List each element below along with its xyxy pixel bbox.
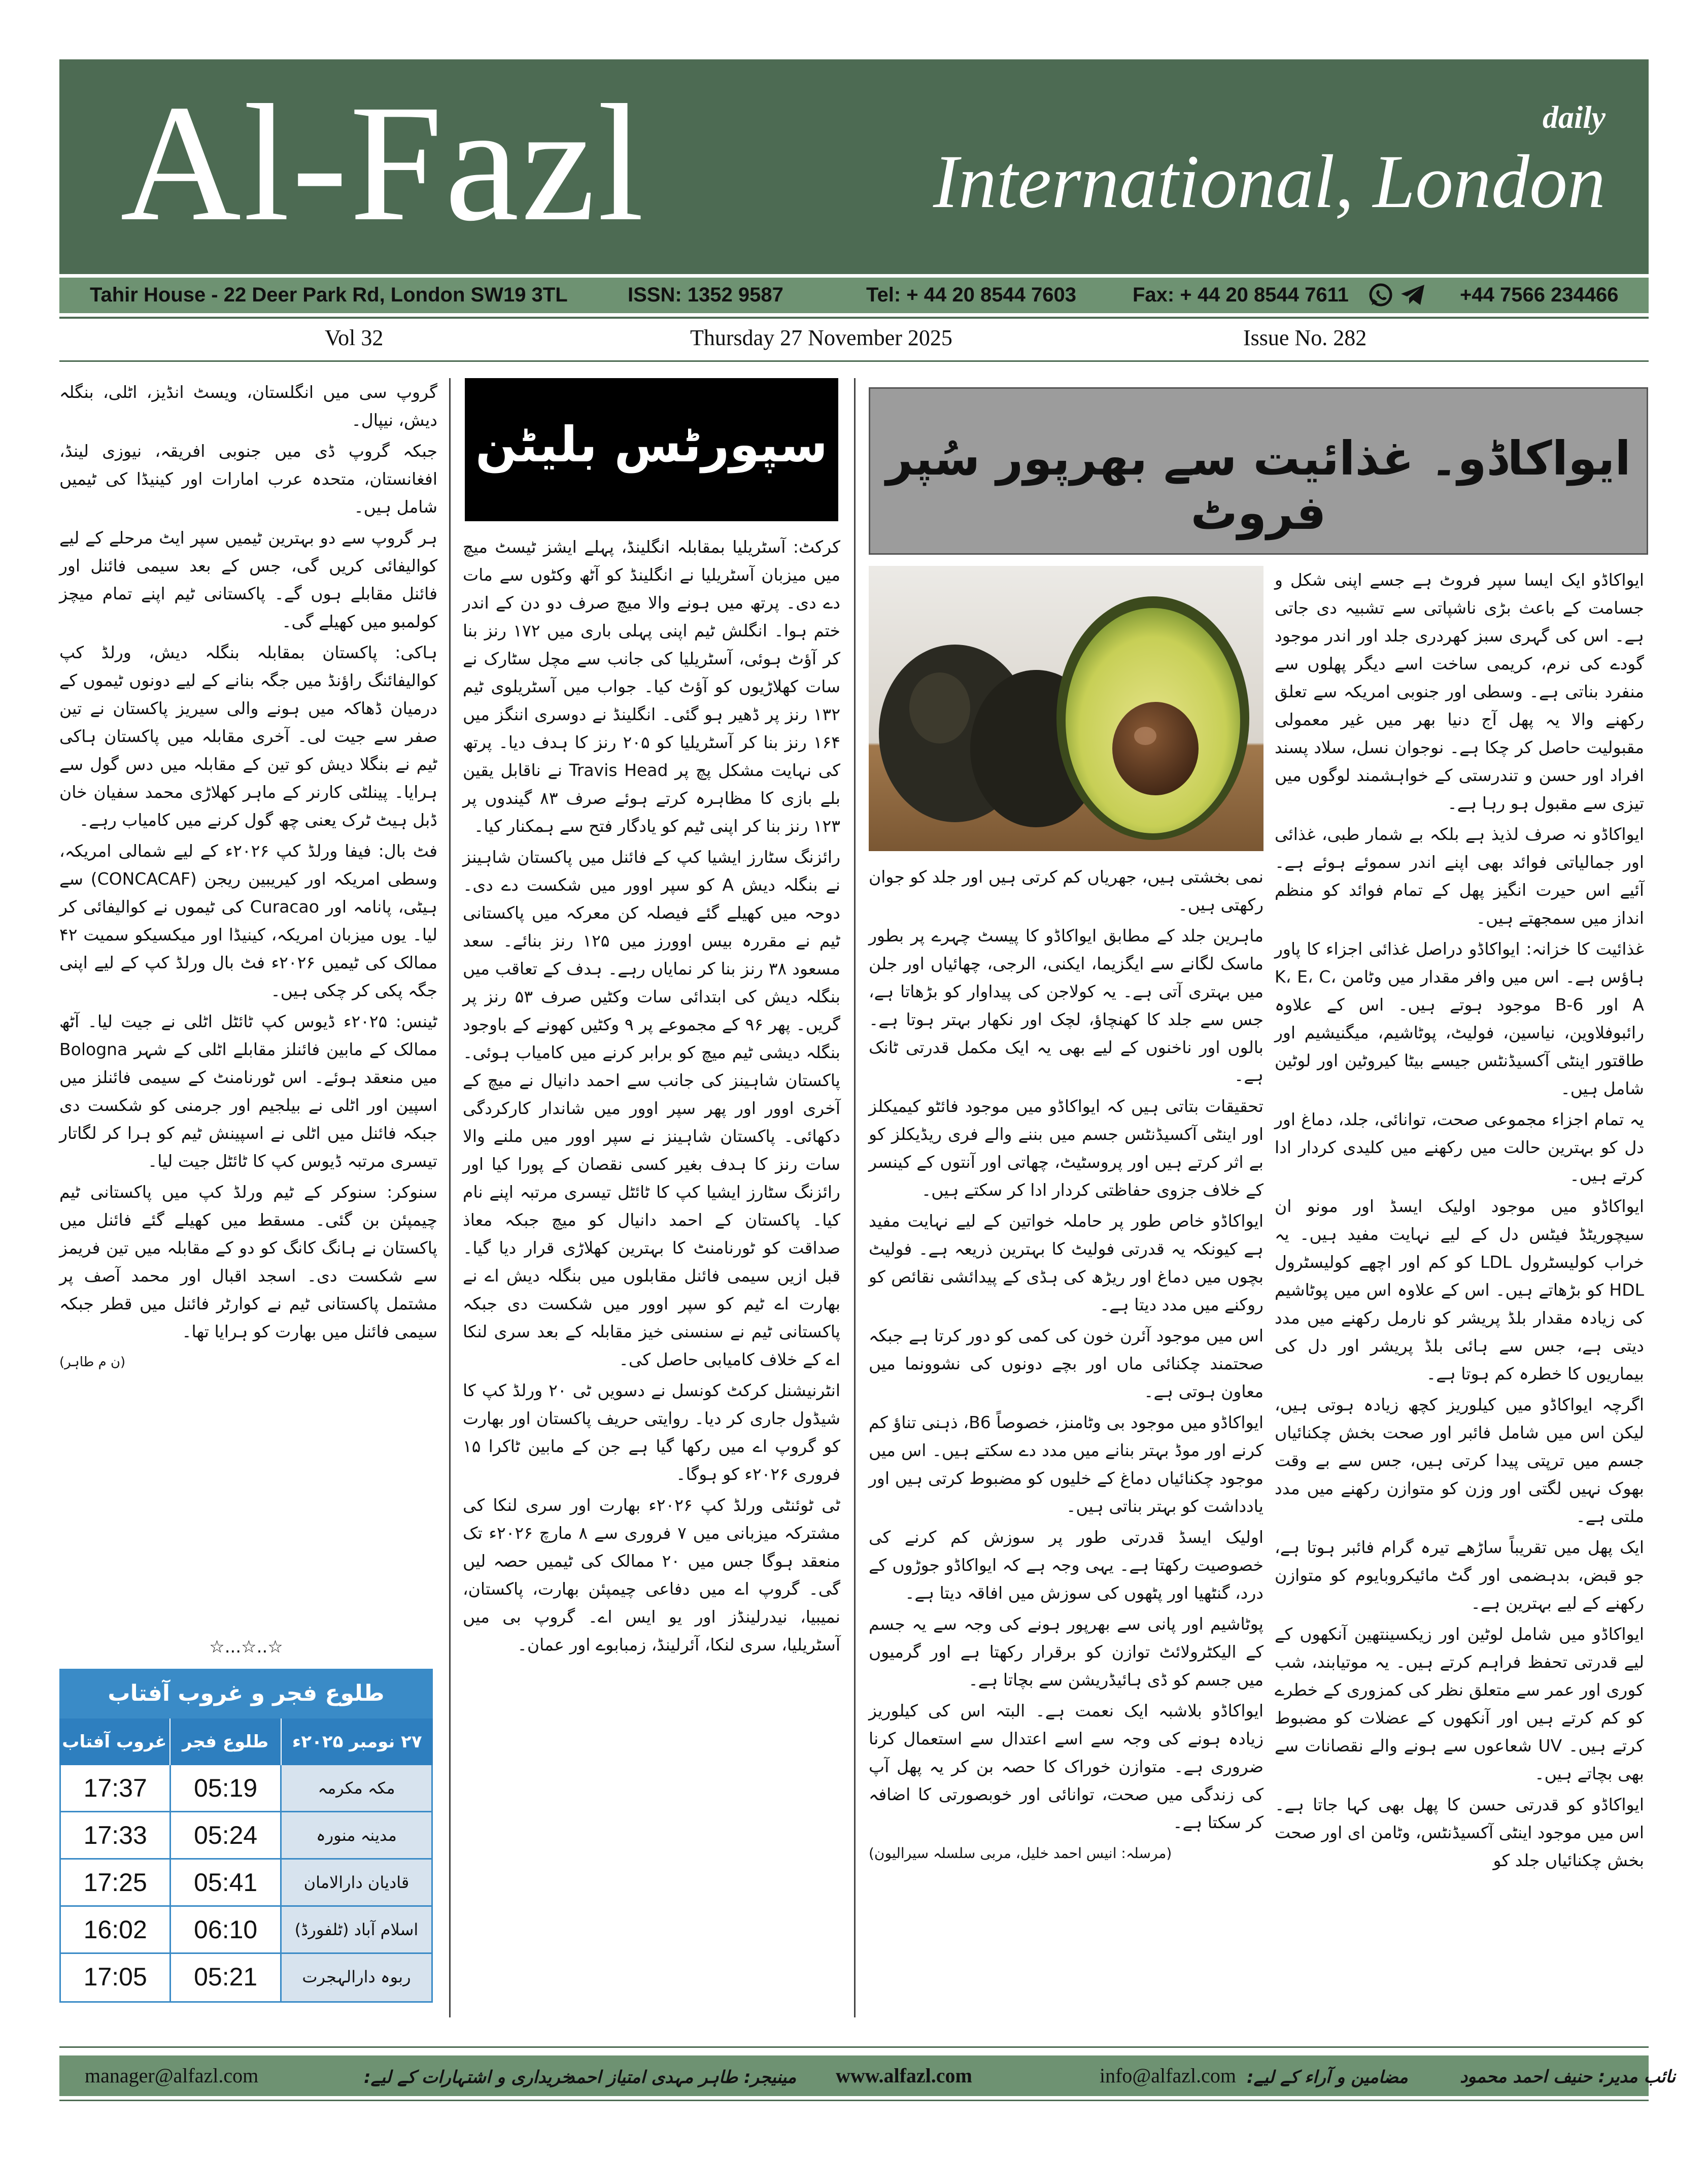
- fajr-time: 05:21: [171, 1954, 281, 2001]
- fax: Fax: + 44 20 8544 7611: [1133, 284, 1349, 306]
- website-link[interactable]: www.alfazl.com: [836, 2064, 972, 2087]
- articles-label: مضامین و آراء کے لیے:: [1247, 2067, 1408, 2087]
- contact-bar: [59, 278, 1649, 313]
- paragraph: ایواکاڈو میں موجود بی وٹامنز، خصوصاً B6، ذہنی تناؤ کم کرنے اور موڈ بہتر بنانے میں مدد دے سکتے ہیں۔ اس میں موجود چکنائیاں دماغ کے خلیوں کو مضبوط کرتی ہیں اور یادداشت کو بہتر بناتی ہیں۔: [869, 1412, 1263, 1516]
- place: مدینہ منورہ: [282, 1812, 431, 1858]
- place: مکہ مکرمہ: [282, 1765, 431, 1811]
- place: اسلام آباد (ٹلفورڈ): [282, 1907, 431, 1952]
- footer-bar: [59, 2055, 1676, 2096]
- fajr-time: 06:10: [171, 1907, 281, 1952]
- info-email[interactable]: info@alfazl.com: [1100, 2064, 1236, 2087]
- paragraph: ایواکاڈو ایک ایسا سپر فروٹ ہے جسے اپنی شکل و جسامت کے باعث بڑی ناشپاتی سے تشبیہ دی جاتی ہے۔ اس کی گہری سبز کھردری جلد اور اندر موجود گودے کی نرم، کریمی ساخت اسے دیگر پھلوں سے منفرد بناتی ہے۔ وسطی اور جنوبی امریکہ سے تعلق رکھنے والا یہ پھل آج دنیا بھر میں غیر معمولی مقبولیت حاصل کر چکا ہے۔ نوجوان نسل، سلاد پسند افراد اور حسن و تندرستی کے خواہشمند لوگوں میں تیزی سے مقبول ہو رہا ہے۔: [1275, 570, 1644, 813]
- paragraph: ایواکاڈو کو قدرتی حسن کا پھل بھی کہا جاتا ہے۔ اس میں موجود اینٹی آکسیڈنٹس، وٹامن ای اور صحت بخش چکنائیاں جلد کو: [1275, 1795, 1644, 1870]
- paragraph: رائزنگ سٹارز ایشیا کپ کے فائنل میں پاکستان شاہینز نے بنگلہ دیش A کو سپر اوور میں شکست دے دی۔ دوحہ میں کھیلے گئے فیصلہ کن معرکہ میں پاکستانی ٹیم نے مقررہ بیس اوورز میں ۱۲۵ رنز بنائے۔ سعد مسعود ۳۸ رنز بنا کر نمایاں رہے۔ ہدف کے تعاقب میں بنگلہ دیش کی ابتدائی سات وکٹیں صرف ۵۳ رنز پر گریں۔ پھر ۹۶ کے مجموعے پر ۹ وکٹیں کھونے کے باوجود بنگلہ دیشی ٹیم میچ کو برابر کرنے میں کامیاب ہوئی۔ پاکستان شاہینز کی جانب سے احمد دانیال نے میچ کے آخری اوور اور پھر سپر اوور میں شاندار کارکردگی دکھائی۔ پاکستان شاہینز نے سپر اوور میں ملنے والا سات رنز کا ہدف بغیر کسی نقصان کے پورا کیا اور رائزنگ سٹارز ایشیا کپ کا ٹائٹل تیسری مرتبہ اپنے نام کیا۔ پاکستان کے احمد دانیال کو میچ جبکہ معاذ صداقت کو ٹورنامنٹ کا بہترین کھلاڑی قرار دیا گیا۔ قبل ازیں سیمی فائنل مقابلوں میں بنگلہ دیش اے نے بھارت اے ٹیم کو سپر اوور میں شکست دی جبکہ پاکستانی ٹیم نے سنسنی خیز مقابلہ کے بعد سری لنکا اے کے خلاف کامیابی حاصل کی۔: [463, 847, 841, 1369]
- manager-email[interactable]: manager@alfazl.com: [85, 2064, 259, 2087]
- header-date: ۲۷ نومبر ۲۰۲۵ء: [281, 1718, 433, 1765]
- newspaper-logo: Al-Fazl: [120, 71, 646, 256]
- sports-continued-column: [59, 378, 437, 1379]
- avocado-column-1: [1275, 566, 1644, 1877]
- table-row: [61, 1765, 431, 1812]
- sunset-time: 16:02: [61, 1907, 171, 1952]
- telegram-icon: [1400, 283, 1426, 312]
- table-title: طلوع فجر و غروب آفتاب: [59, 1669, 433, 1718]
- avocado-credit: (مرسلہ: انیس احمد خلیل، مربی سلسلہ سیرالیون): [869, 1845, 1172, 1862]
- paragraph: ماہرین جلد کے مطابق ایواکاڈو کا پیسٹ چہرے پر بطور ماسک لگانے سے ایگزیما، ایکنی، الرجی، چھائیاں اور جلن میں بہتری آتی ہے۔ یہ کولاجن کی پیداوار کو بڑھاتا ہے، جس سے جلد کا کھنچاؤ، لچک اور نکھار بہتر ہوتا ہے۔ بالوں اور ناخنوں کے لیے بھی یہ ایک مکمل قدرتی ٹانک ہے۔: [869, 926, 1263, 1085]
- fajr-time: 05:19: [171, 1765, 281, 1811]
- paragraph: انٹرنیشنل کرکٹ کونسل نے دسویں ٹی ۲۰ ورلڈ کپ کا شیڈول جاری کر دیا۔ روایتی حریف پاکستان اور بھارت کو گروپ اے میں رکھا گیا ہے جن کے مابین ٹاکرا ۱۵ فروری ۲۰۲۶ء کو ہوگا۔: [463, 1380, 840, 1484]
- address: Tahir House - 22 Deer Park Rd, London SW19 3TL: [90, 284, 568, 306]
- avocado-headline: ایواکاڈو۔ غذائیت سے بھرپور سُپر فروٹ: [886, 431, 1631, 540]
- table-row: [61, 1860, 431, 1907]
- whatsapp-icon: [1368, 282, 1394, 313]
- paragraph: اگرچہ ایواکاڈو میں کیلوریز کچھ زیادہ ہوتی ہیں، لیکن اس میں شامل فائبر اور صحت بخش چکنائیاں جسم میں ترپتی پیدا کرتی ہیں، جس سے بے وقت بھوک نہیں لگتی اور وزن کو متوازن رکھنے میں مدد ملتی ہے۔: [1275, 1395, 1644, 1526]
- paragraph: ٹی ٹوئنٹی ورلڈ کپ ۲۰۲۶ء بھارت اور سری لنکا کی مشترکہ میزبانی میں ۷ فروری سے ۸ مارچ ۲۰۲۶ء تک منعقد ہوگا جس میں ۲۰ ممالک کی ٹیمیں حصہ لیں گی۔ گروپ اے میں دفاعی چیمپئن بھارت، پاکستان، نمیبیا، نیدرلینڈز اور یو ایس اے۔ گروپ بی میں آسٹریلیا، سری لنکا، آئرلینڈ، زمبابوے اور عمان۔: [463, 1495, 841, 1655]
- paragraph: گروپ سی میں انگلستان، ویسٹ انڈیز، اٹلی، بنگلہ دیش، نیپال۔: [59, 382, 437, 430]
- table-row: [61, 1907, 431, 1954]
- paragraph: ایک پھل میں تقریباً ساڑھے تیرہ گرام فائبر ہوتا ہے، جو قبض، بدہضمی اور گٹ مائیکروبایوم کو متوازن رکھنے کے لیے بہترین ہے۔: [1275, 1537, 1644, 1613]
- sunset-time: 17:33: [61, 1812, 171, 1858]
- volume: Vol 32: [325, 325, 384, 350]
- issue-date: Thursday 27 November 2025: [690, 325, 952, 350]
- paragraph: ہاکی: پاکستان بمقابلہ بنگلہ دیش، ورلڈ کپ کوالیفائنگ راؤنڈ میں جگہ بنانے کے لیے دونوں ٹیموں کے درمیان ڈھاکہ میں ہونے والی سیریز پاکستان نے تین صفر سے جیت لی۔ آخری مقابلہ میں پاکستان ہاکی ٹیم نے بنگلا دیش کو تین کے مقابلہ میں دس گول سے ہرایا۔ پینلٹی کارنر کے ماہر کھلاڑی محمد سفیان خان ڈبل ہیٹ ٹرک یعنی چھ گول کرنے میں کامیاب رہے۔: [59, 643, 437, 830]
- header-sunset: غروب آفتاب: [62, 1732, 167, 1752]
- daily-label: daily: [1543, 100, 1605, 135]
- sports-credit: (ن م طاہر): [59, 1355, 126, 1370]
- paragraph: ہر گروپ سے دو بہترین ٹیمیں سپر ایٹ مرحلے کے لیے کوالیفائی کریں گی، جس کے بعد سیمی فائنل اور فائنل مقابلے ہوں گے۔ پاکستانی ٹیم اپنے تمام میچز کولمبو میں کھیلے گی۔: [59, 528, 437, 631]
- paragraph: ٹینس: ۲۰۲۵ء ڈیوس کپ ٹائٹل اٹلی نے جیت لیا۔ آٹھ ممالک کے مابین فائنلز مقابلے اٹلی کے شہر Bologna میں منعقد ہوئے۔ اس ٹورنامنٹ کے سیمی فائنلز میں اسپین اور اٹلی نے بیلجیم اور جرمنی کو شکست دی جبکہ فائنل میں اٹلی نے اسپینش ٹیم کو ہرا کر لگاتار تیسری مرتبہ ڈیوس کپ کا ٹائٹل جیت لیا۔: [59, 1011, 438, 1171]
- sunset-time: 17:37: [61, 1765, 171, 1811]
- issn: ISSN: 1352 9587: [628, 284, 783, 306]
- fajr-time: 05:24: [171, 1812, 281, 1858]
- sunset-time: 17:25: [61, 1860, 171, 1905]
- paragraph: ایواکاڈو بلاشبہ ایک نعمت ہے۔ البتہ اس کی کیلوریز زیادہ ہونے کی وجہ سے اسے اعتدال سے استعمال کرنا ضروری ہے۔ متوازن خوراک کا حصہ بن کر یہ پھل آپ کی زندگی میں صحت، توانائی اور خوبصورتی کا اضافہ کر سکتا ہے۔: [869, 1701, 1263, 1832]
- separator-stars: ☆...☆..☆: [209, 1637, 283, 1657]
- paragraph: غذائیت کا خزانہ: ایواکاڈو دراصل غذائی اجزاء کا پاور ہاؤس ہے۔ اس میں وافر مقدار میں وٹامن K، E، C، A اور B-6 موجود ہوتے ہیں۔ اس کے علاوہ رائبوفلاوین، نیاسین، فولیٹ، پوٹاشیم، میگنیشیم اور طاقتور اینٹی آکسیڈنٹس جیسے بیٹا کیروٹین اور لوٹین شامل ہیں۔: [1275, 939, 1644, 1098]
- paragraph: نمی بخشتی ہیں، جھریاں کم کرتی ہیں اور جلد کو جوان رکھتی ہیں۔: [869, 867, 1263, 915]
- paragraph: یہ تمام اجزاء مجموعی صحت، توانائی، جلد، دماغ اور دل کو بہترین حالت میں رکھنے میں کلیدی کردار ادا کرتے ہیں۔: [1275, 1109, 1644, 1185]
- paragraph: ایواکاڈو میں موجود اولیک ایسڈ اور مونو ان سیچوریٹڈ فیٹس دل کے لیے نہایت مفید ہیں۔ یہ خراب کولیسٹرول LDL کو کم اور اچھے کولیسٹرول HDL کو بڑھاتے ہیں۔ اس کے علاوہ اس میں پوٹاشیم کی زیادہ مقدار بلڈ پریشر کو نارمل رکھنے میں مدد دیتی ہے، جس سے ہائی بلڈ پریشر اور دل کی بیماریوں کا خطرہ کم ہوتا ہے۔: [1275, 1196, 1644, 1384]
- place: قادیان دارالامان: [282, 1860, 431, 1905]
- paragraph: جبکہ گروپ ڈی میں جنوبی افریقہ، نیوزی لینڈ، افغانستان، متحدہ عرب امارات اور کینیڈا کی ٹیمیں شامل ہیں۔: [59, 441, 437, 517]
- table-header: [59, 1718, 433, 1765]
- fajr-time: 05:41: [171, 1860, 281, 1905]
- paragraph: سنوکر: سنوکر کے ٹیم ورلڈ کپ میں پاکستانی ٹیم چیمپئن بن گئی۔ مسقط میں کھیلے گئے فائنل میں پاکستان نے ہانگ کانگ کو دو کے مقابلہ میں تین فریمز سے شکست دی۔ اسجد اقبال اور محمد آصف پر مشتمل پاکستانی ٹیم نے کوارٹر فائنل میں قطر جبکہ سیمی فائنل میں بھارت کو ہرایا تھا۔: [59, 1182, 437, 1341]
- avocado-column-2: [869, 863, 1263, 1870]
- paragraph: ایواکاڈو خاص طور پر حاملہ خواتین کے لیے نہایت مفید ہے کیونکہ یہ قدرتی فولیٹ کا بہترین ذریعہ ہے۔ فولیٹ بچوں میں دماغ اور ریڑھ کی ہڈی کے پیدائشی نقائص کو روکنے میں مدد دیتا ہے۔: [869, 1211, 1263, 1314]
- ads-label: خریداری و اشتہارات کے لیے:: [364, 2067, 572, 2087]
- paragraph: ایواکاڈو میں شامل لوٹین اور زیکسینتھین آنکھوں کے لیے قدرتی تحفظ فراہم کرتے ہیں۔ یہ موتیابند، شب کوری اور عمر سے متعلق نظر کی کمزوری کے خطرے کو کم کرتے ہیں اور آنکھوں کے عضلات کو مضبوط کرتے ہیں۔ UV شعاعوں سے ہونے والے نقصانات سے بھی بچاتے ہیں۔: [1275, 1624, 1645, 1783]
- paragraph: ایواکاڈو نہ صرف لذیذ ہے بلکہ بے شمار طبی، غذائی اور جمالیاتی فوائد بھی اپنے اندر سموئے ہوئے ہے۔ آئیے اس حیرت انگیز پھل کے تمام فوائد کو منظم انداز میں سمجھتے ہیں۔: [1275, 824, 1644, 928]
- manager-name: مینیجر: طاہر مہدی امتیاز احمد: [567, 2067, 797, 2087]
- paragraph: کرکٹ: آسٹریلیا بمقابلہ انگلینڈ، پہلے ایشز ٹیسٹ میچ میں میزبان آسٹریلیا نے انگلینڈ کو آٹھ وکٹوں سے مات دے دی۔ پرتھ میں ہونے والا میچ صرف دو دن کے اندر ختم ہوا۔ انگلش ٹیم اپنی پہلی باری میں ۱۷۲ رنز بنا کر آؤٹ ہوئی، آسٹریلیا کی جانب سے مچل سٹارک نے سات کھلاڑیوں کو آؤٹ کیا۔ جواب میں آسٹریلوی ٹیم ۱۳۲ رنز پر ڈھیر ہو گئی۔ انگلینڈ نے دوسری اننگز میں ۱۶۴ رنز بنا کر آسٹریلیا کو ۲۰۵ رنز کا ہدف دیا۔ پرتھ کی نہایت مشکل پچ پر Travis Head نے ناقابل یقین بلے بازی کا مظاہرہ کرتے ہوئے صرف ۸۳ گیندوں پر ۱۲۳ رنز بنا کر اپنی ٹیم کو یادگار فتح سے ہمکنار کیا۔: [463, 537, 841, 836]
- telephone[interactable]: Tel: + 44 20 8544 7603: [866, 284, 1077, 306]
- sunset-time: 17:05: [61, 1954, 171, 2001]
- table-row: [61, 1812, 431, 1860]
- sports-column: [463, 533, 840, 1662]
- deputy-editor: نائب مدیر: حنیف احمد محمود: [1460, 2067, 1676, 2087]
- masthead: [59, 59, 1649, 274]
- paragraph: پوٹاشیم اور پانی سے بھرپور ہونے کی وجہ سے یہ جسم کے الیکٹرولائٹ توازن کو برقرار رکھتا ہے اور گرمیوں میں جسم کو ڈی ہائیڈریشن سے بچاتا ہے۔: [869, 1614, 1263, 1690]
- paragraph: اولیک ایسڈ قدرتی طور پر سوزش کم کرنے کی خصوصیت رکھتا ہے۔ یہی وجہ ہے کہ ایواکاڈو جوڑوں کے درد، گنٹھیا اور پٹھوں کی سوزش میں افاقہ دیتا ہے۔: [869, 1527, 1263, 1603]
- sports-headline: سپورٹس بلیٹن: [475, 416, 828, 473]
- issue-number: Issue No. 282: [1243, 325, 1367, 350]
- place: ربوہ دارالہجرت: [282, 1954, 431, 2001]
- paragraph: فٹ بال: فیفا ورلڈ کپ ۲۰۲۶ء کے لیے شمالی امریکہ، وسطی امریکہ اور کیریبین ریجن (CONCACAF) سے ہیٹی، پانامہ اور Curacao کی ٹیموں نے کوالیفائی کر لیا۔ یوں میزبان امریکہ، کینیڈا اور میکسیکو سمیت ۴۲ ممالک کی ٹیمیں ۲۰۲۶ء فٹ بال ورلڈ کپ کے لیے اپنی جگہ پکی کر چکی ہیں۔: [59, 841, 437, 1000]
- paragraph: تحقیقات بتاتی ہیں کہ ایواکاڈو میں موجود فائٹو کیمیکلز اور اینٹی آکسیڈنٹس جسم میں بننے والے فری ریڈیکلز کو بے اثر کرتے ہیں اور پروسٹیٹ، چھاتی اور آنتوں کے کینسر کے خلاف جزوی حفاظتی کردار ادا کر سکتے ہیں۔: [869, 1096, 1263, 1200]
- header-fajr: طلوع فجر: [169, 1718, 281, 1765]
- prayer-times-table: [59, 1669, 433, 2003]
- mobile-number[interactable]: +44 7566 234466: [1460, 284, 1619, 306]
- masthead-subtitle: International, London: [933, 140, 1605, 224]
- table-row: [61, 1954, 431, 2001]
- avocado-photo: [869, 566, 1263, 851]
- paragraph: اس میں موجود آئرن خون کی کمی کو دور کرتا ہے جبکہ صحتمند چکنائی ماں اور بچے دونوں کی نشوونما میں معاون ہوتی ہے۔: [869, 1326, 1263, 1401]
